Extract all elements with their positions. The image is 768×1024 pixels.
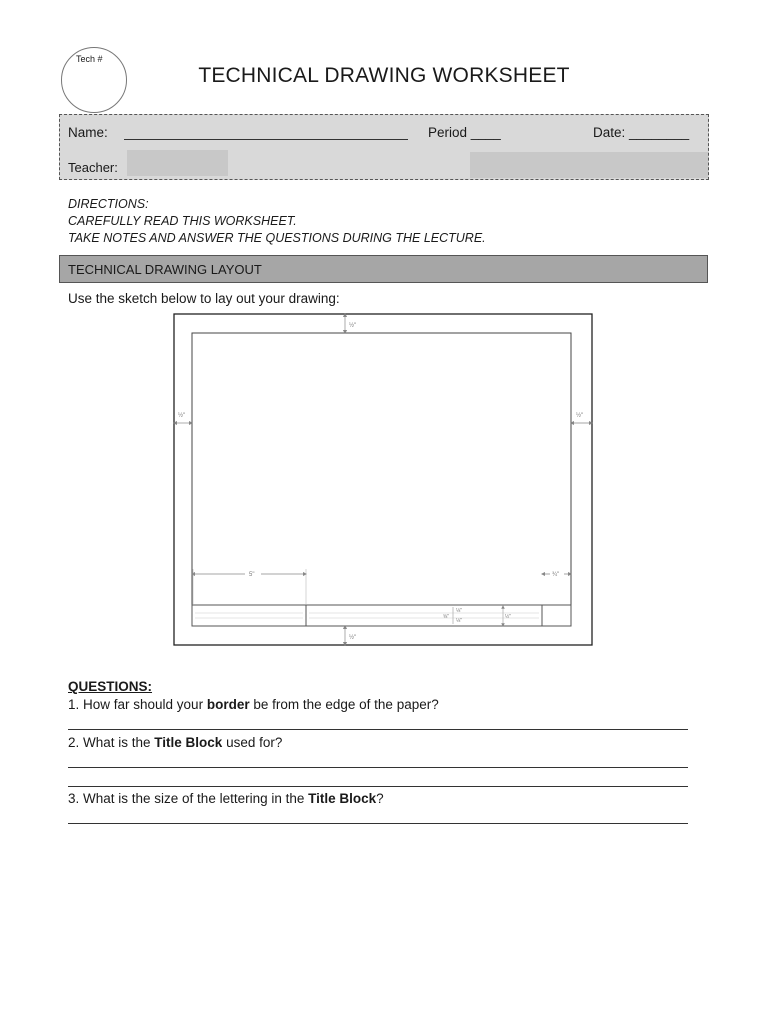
right-margin-label: ½" [576,413,584,419]
lettering-label-a: ⅛" [456,608,462,614]
block-height-label: ½" [505,614,511,620]
directions-line: TAKE NOTES AND ANSWER THE QUESTIONS DURING THE LECTURE. [68,231,486,245]
questions-heading: QUESTIONS: [68,679,153,694]
left-margin-label: ½" [178,413,186,419]
title-width-label: 5" [249,572,255,578]
bottom-margin-label: ½" [349,635,357,641]
period-field[interactable]: Period ____ [428,125,501,140]
question-1: 1. How far should your border be from the edge of the paper? [68,697,439,712]
top-margin-label: ½" [349,323,357,329]
answer-line-3[interactable] [68,823,688,824]
teacher-field[interactable] [127,150,228,176]
directions-block [68,196,486,247]
page-title: TECHNICAL DRAWING WORKSHEET [198,64,570,87]
date-field[interactable]: Date: ________ [593,125,690,140]
sketch-instructions: Use the sketch below to lay out your drawing: [68,291,340,306]
name-label: Name: [68,125,108,140]
answer-line-2b[interactable] [68,786,688,787]
paper-outline [174,314,592,645]
teacher-label: Teacher: [68,160,118,175]
answer-line-1[interactable] [68,729,688,730]
question-3: 3. What is the size of the lettering in the Title Block? [68,791,384,806]
lettering-label-c: ⅝" [443,614,449,620]
tech-number-label: Tech # [76,54,103,64]
right-section-label: ¾" [552,572,560,578]
answer-line-2a[interactable] [68,767,688,768]
lettering-label-b: ⅛" [456,618,462,624]
directions-heading: DIRECTIONS: [68,197,149,211]
name-field[interactable] [124,126,408,140]
question-2: 2. What is the Title Block used for? [68,735,283,750]
section-title: TECHNICAL DRAWING LAYOUT [68,262,262,277]
info-shaded-field[interactable] [470,152,708,178]
directions-line: CAREFULLY READ THIS WORKSHEET. [68,214,297,228]
layout-sketch [173,313,593,646]
